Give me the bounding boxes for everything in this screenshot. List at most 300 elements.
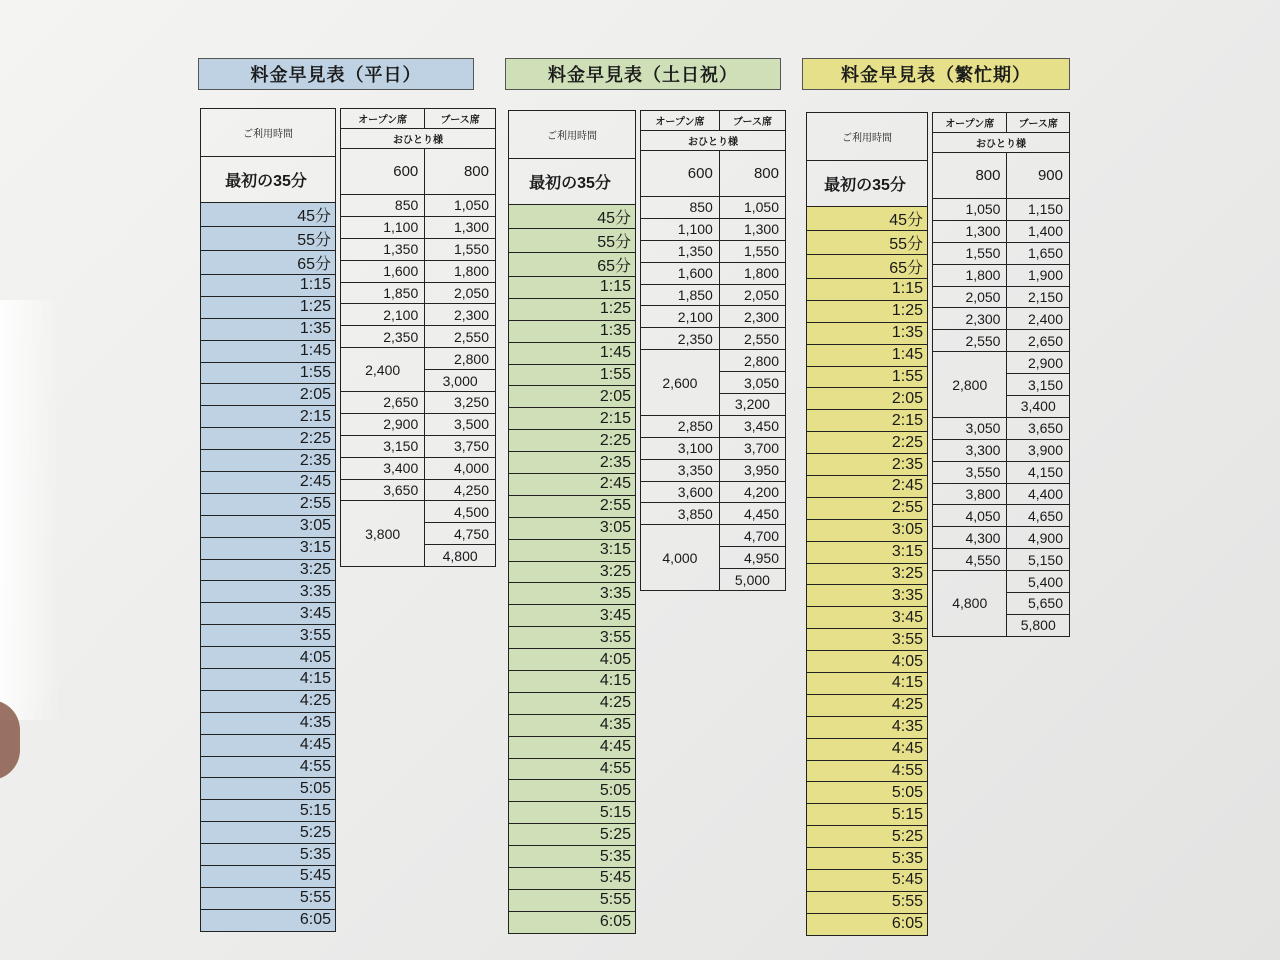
time-cell: 2:15: [509, 408, 636, 430]
table-row: [509, 495, 636, 517]
booth-seat-header: ブース席: [425, 109, 496, 129]
time-cell: 45分: [807, 207, 928, 231]
booth-price-cell: 1,650: [1007, 242, 1070, 264]
table-row: [201, 515, 336, 537]
time-cell: 3:55: [807, 629, 928, 651]
time-header: ご利用時間: [807, 113, 928, 161]
booth-price-cell: 4,700: [719, 525, 785, 547]
table-row: [509, 298, 636, 320]
table-row: [807, 541, 928, 563]
table-row: [341, 282, 496, 304]
booth-price-cell: 1,550: [425, 238, 496, 260]
table-row: [509, 561, 636, 583]
booth-price-cell: 3,400: [1007, 396, 1070, 418]
table-row: [509, 205, 636, 229]
table-row: [341, 304, 496, 326]
table-row: [201, 712, 336, 734]
booth-price-cell: 1,050: [425, 195, 496, 217]
table-row: [641, 350, 786, 372]
time-cell: 55分: [201, 227, 336, 251]
time-cell: 2:15: [807, 410, 928, 432]
time-cell: 4:45: [201, 734, 336, 756]
table-row: [509, 911, 636, 933]
time-cell: 1:55: [201, 362, 336, 384]
table-row: [641, 262, 786, 284]
table-row: [201, 669, 336, 691]
price-columns: [932, 112, 1070, 637]
time-cell: 1:45: [509, 342, 636, 364]
booth-price-cell: 3,700: [719, 437, 785, 459]
first-booth-price: 900: [1007, 153, 1070, 199]
table-row: [201, 428, 336, 450]
time-cell: 3:35: [509, 583, 636, 605]
table-row: [509, 539, 636, 561]
time-cell: 1:45: [807, 344, 928, 366]
table-row: [807, 563, 928, 585]
table-row: [807, 432, 928, 454]
open-price-cell: 2,600: [641, 350, 720, 416]
booth-price-cell: 3,750: [425, 435, 496, 457]
open-price-cell: 3,300: [933, 439, 1007, 461]
table-row: [201, 887, 336, 909]
table-row: [807, 738, 928, 760]
open-price-cell: 2,350: [341, 326, 425, 348]
table-row: [807, 826, 928, 848]
table-row: [509, 868, 636, 890]
table-row: [201, 822, 336, 844]
time-cell: 4:45: [807, 738, 928, 760]
booth-price-cell: 3,900: [1007, 439, 1070, 461]
booth-price-cell: 2,650: [1007, 330, 1070, 352]
table-row: [201, 251, 336, 275]
booth-price-cell: 4,950: [719, 547, 785, 569]
table-row: [509, 430, 636, 452]
booth-price-cell: 3,950: [719, 459, 785, 481]
time-cell: 3:15: [807, 541, 928, 563]
table-row: [509, 714, 636, 736]
booth-price-cell: 2,400: [1007, 308, 1070, 330]
time-cell: 3:45: [201, 603, 336, 625]
booth-price-cell: 1,550: [719, 240, 785, 262]
time-cell: 5:35: [509, 846, 636, 868]
table-row: [641, 240, 786, 262]
table-row: [641, 306, 786, 328]
open-price-cell: 2,100: [641, 306, 720, 328]
open-price-cell: 3,150: [341, 435, 425, 457]
table-row: [933, 330, 1070, 352]
time-cell: 1:35: [509, 320, 636, 342]
time-cell: 3:25: [201, 559, 336, 581]
table-row: [807, 300, 928, 322]
time-cell: 5:05: [807, 782, 928, 804]
time-cell: 3:25: [509, 561, 636, 583]
table-row: [641, 284, 786, 306]
first-open-price: 600: [641, 151, 720, 197]
table-row: [201, 559, 336, 581]
table-title: 料金早見表（平日）: [198, 58, 474, 90]
open-price-cell: 1,850: [341, 282, 425, 304]
price-columns: [640, 110, 786, 591]
open-price-cell: 3,350: [641, 459, 720, 481]
table-row: [341, 479, 496, 501]
table-row: [807, 255, 928, 279]
booth-price-cell: 2,300: [719, 306, 785, 328]
booth-price-cell: 3,500: [425, 413, 496, 435]
table-row: [341, 348, 496, 370]
table-row: [201, 778, 336, 800]
table-row: [509, 846, 636, 868]
table-row: [201, 318, 336, 340]
open-price-cell: 2,800: [933, 352, 1007, 418]
table-row: [807, 476, 928, 498]
table-row: [201, 690, 336, 712]
table-row: [201, 800, 336, 822]
time-cell: 4:35: [201, 712, 336, 734]
open-seat-header: オープン席: [933, 113, 1007, 133]
time-cell: 5:15: [509, 802, 636, 824]
table-row: [807, 848, 928, 870]
table-row: [807, 782, 928, 804]
time-cell: 55分: [509, 229, 636, 253]
time-cell: 3:35: [807, 585, 928, 607]
open-price-cell: 4,300: [933, 527, 1007, 549]
table-row: [807, 870, 928, 892]
booth-price-cell: 4,650: [1007, 505, 1070, 527]
open-price-cell: 4,800: [933, 571, 1007, 637]
open-price-cell: 1,800: [933, 264, 1007, 286]
table-title: 料金早見表（土日祝）: [505, 58, 781, 90]
booth-price-cell: 4,900: [1007, 527, 1070, 549]
time-cell: 6:05: [509, 911, 636, 933]
time-cell: 55分: [807, 231, 928, 255]
booth-price-cell: 3,200: [719, 394, 785, 416]
time-cell: 2:55: [509, 495, 636, 517]
time-cell: 1:25: [509, 298, 636, 320]
open-price-cell: 1,100: [341, 216, 425, 238]
time-cell: 4:25: [509, 692, 636, 714]
per-person-header: おひとり様: [641, 131, 786, 151]
time-cell: 2:45: [509, 474, 636, 496]
time-cell: 2:45: [201, 472, 336, 494]
table-row: [509, 758, 636, 780]
time-cell: 45分: [509, 205, 636, 229]
time-cell: 4:55: [201, 756, 336, 778]
table-row: [933, 461, 1070, 483]
time-cell: 4:15: [509, 671, 636, 693]
table-row: [201, 450, 336, 472]
table-row: [807, 344, 928, 366]
booth-price-cell: 2,050: [425, 282, 496, 304]
table-row: [509, 229, 636, 253]
open-price-cell: 1,350: [641, 240, 720, 262]
table-row: [807, 279, 928, 301]
table-row: [933, 571, 1070, 593]
booth-seat-header: ブース席: [1007, 113, 1070, 133]
time-cell: 1:15: [807, 279, 928, 301]
table-row: [933, 549, 1070, 571]
open-price-cell: 1,600: [641, 262, 720, 284]
booth-price-cell: 1,800: [425, 260, 496, 282]
booth-price-cell: 1,400: [1007, 220, 1070, 242]
table-row: [201, 581, 336, 603]
table-row: [201, 493, 336, 515]
table-row: [201, 384, 336, 406]
booth-price-cell: 4,400: [1007, 483, 1070, 505]
time-cell: 4:55: [807, 760, 928, 782]
booth-price-cell: 4,750: [425, 523, 496, 545]
time-cell: 5:45: [807, 870, 928, 892]
table-row: [341, 216, 496, 238]
table-row: [933, 242, 1070, 264]
table-row: [201, 866, 336, 888]
table-row: [341, 195, 496, 217]
table-row: [201, 227, 336, 251]
table-row: [509, 605, 636, 627]
table-row: [509, 627, 636, 649]
table-row: [201, 844, 336, 866]
time-cell: 2:55: [807, 497, 928, 519]
time-cell: 5:25: [509, 824, 636, 846]
time-cell: 3:15: [509, 539, 636, 561]
table-row: [509, 824, 636, 846]
time-cell: 1:35: [201, 318, 336, 340]
booth-price-cell: 2,050: [719, 284, 785, 306]
time-cell: 1:15: [201, 275, 336, 297]
time-cell: 5:55: [509, 889, 636, 911]
time-cell: 5:35: [807, 848, 928, 870]
booth-price-cell: 5,800: [1007, 614, 1070, 636]
time-cell: 5:05: [201, 778, 336, 800]
time-cell: 1:45: [201, 340, 336, 362]
table-row: [807, 207, 928, 231]
photo-glare: [0, 300, 60, 720]
first-label: 最初の35分: [201, 157, 336, 203]
table-row: [933, 505, 1070, 527]
time-cell: 4:15: [807, 673, 928, 695]
time-cell: 5:45: [201, 866, 336, 888]
time-cell: 5:35: [201, 844, 336, 866]
booth-price-cell: 5,400: [1007, 571, 1070, 593]
table-title: 料金早見表（繁忙期）: [802, 58, 1070, 90]
table-row: [641, 437, 786, 459]
table-row: [341, 260, 496, 282]
time-cell: 1:25: [807, 300, 928, 322]
booth-price-cell: 3,150: [1007, 374, 1070, 396]
open-price-cell: 4,050: [933, 505, 1007, 527]
booth-price-cell: 1,300: [719, 218, 785, 240]
table-row: [509, 671, 636, 693]
open-price-cell: 2,550: [933, 330, 1007, 352]
table-row: [509, 736, 636, 758]
booth-price-cell: 5,000: [719, 569, 785, 591]
time-cell: 2:25: [201, 428, 336, 450]
time-cell: 1:55: [807, 366, 928, 388]
table-row: [509, 649, 636, 671]
booth-seat-header: ブース席: [719, 111, 785, 131]
time-header: ご利用時間: [509, 111, 636, 159]
time-cell: 4:45: [509, 736, 636, 758]
table-row: [201, 603, 336, 625]
table-row: [807, 694, 928, 716]
table-row: [509, 452, 636, 474]
first-label: 最初の35分: [807, 161, 928, 207]
first-booth-price: 800: [425, 149, 496, 195]
open-price-cell: 2,900: [341, 413, 425, 435]
booth-price-cell: 3,650: [1007, 417, 1070, 439]
booth-price-cell: 2,550: [719, 328, 785, 350]
table-row: [641, 415, 786, 437]
table-row: [201, 909, 336, 931]
booth-price-cell: 4,500: [425, 501, 496, 523]
time-cell: 6:05: [201, 909, 336, 931]
time-cell: 1:15: [509, 277, 636, 299]
time-cell: 3:35: [201, 581, 336, 603]
table-row: [509, 253, 636, 277]
time-cell: 3:05: [509, 517, 636, 539]
table-row: [201, 296, 336, 318]
table-row: [807, 607, 928, 629]
table-row: [341, 238, 496, 260]
open-price-cell: 1,600: [341, 260, 425, 282]
time-cell: 4:05: [807, 651, 928, 673]
open-price-cell: 4,550: [933, 549, 1007, 571]
table-row: [807, 716, 928, 738]
table-row: [341, 457, 496, 479]
table-row: [807, 454, 928, 476]
open-price-cell: 4,000: [641, 525, 720, 591]
price-columns: [340, 108, 496, 567]
booth-price-cell: 3,000: [425, 370, 496, 392]
time-cell: 45分: [201, 203, 336, 227]
open-price-cell: 1,850: [641, 284, 720, 306]
table-row: [341, 326, 496, 348]
table-row: [201, 203, 336, 227]
open-price-cell: 2,350: [641, 328, 720, 350]
table-row: [509, 583, 636, 605]
open-price-cell: 1,050: [933, 199, 1007, 221]
time-cell: 4:05: [201, 647, 336, 669]
time-cell: 1:35: [807, 322, 928, 344]
booth-price-cell: 3,450: [719, 415, 785, 437]
table-row: [807, 322, 928, 344]
time-cell: 3:45: [807, 607, 928, 629]
table-row: [509, 889, 636, 911]
time-cell: 5:55: [201, 887, 336, 909]
time-column: [806, 112, 928, 936]
time-cell: 2:35: [807, 454, 928, 476]
table-row: [341, 435, 496, 457]
table-row: [641, 481, 786, 503]
booth-price-cell: 5,650: [1007, 593, 1070, 615]
table-row: [509, 320, 636, 342]
time-cell: 4:05: [509, 649, 636, 671]
table-row: [933, 199, 1070, 221]
booth-price-cell: 4,150: [1007, 461, 1070, 483]
time-cell: 5:15: [201, 800, 336, 822]
table-row: [933, 439, 1070, 461]
time-cell: 2:05: [509, 386, 636, 408]
time-cell: 6:05: [807, 913, 928, 935]
table-row: [201, 472, 336, 494]
table-row: [641, 328, 786, 350]
time-cell: 65分: [201, 251, 336, 275]
table-row: [807, 760, 928, 782]
time-cell: 4:35: [807, 716, 928, 738]
table-row: [807, 629, 928, 651]
time-column: [200, 108, 336, 932]
table-row: [933, 220, 1070, 242]
open-price-cell: 1,550: [933, 242, 1007, 264]
table-row: [933, 417, 1070, 439]
time-cell: 2:45: [807, 476, 928, 498]
table-row: [201, 362, 336, 384]
open-price-cell: 850: [641, 197, 720, 219]
time-cell: 5:05: [509, 780, 636, 802]
table-row: [509, 692, 636, 714]
open-price-cell: 3,400: [341, 457, 425, 479]
open-price-cell: 3,100: [641, 437, 720, 459]
time-cell: 1:55: [509, 364, 636, 386]
booth-price-cell: 4,000: [425, 457, 496, 479]
table-row: [807, 388, 928, 410]
open-price-cell: 3,650: [341, 479, 425, 501]
first-label: 最初の35分: [509, 159, 636, 205]
booth-price-cell: 1,150: [1007, 199, 1070, 221]
table-row: [807, 366, 928, 388]
booth-price-cell: 5,150: [1007, 549, 1070, 571]
open-price-cell: 850: [341, 195, 425, 217]
table-row: [201, 625, 336, 647]
open-price-cell: 1,100: [641, 218, 720, 240]
booth-price-cell: 1,300: [425, 216, 496, 238]
time-cell: 65分: [509, 253, 636, 277]
table-row: [807, 585, 928, 607]
table-row: [341, 392, 496, 414]
table-row: [807, 673, 928, 695]
time-cell: 2:05: [201, 384, 336, 406]
time-cell: 4:25: [807, 694, 928, 716]
booth-price-cell: 2,150: [1007, 286, 1070, 308]
booth-price-cell: 2,300: [425, 304, 496, 326]
table-row: [807, 497, 928, 519]
table-row: [509, 364, 636, 386]
booth-price-cell: 2,900: [1007, 352, 1070, 374]
first-open-price: 600: [341, 149, 425, 195]
table-row: [933, 352, 1070, 374]
open-price-cell: 2,650: [341, 392, 425, 414]
first-booth-price: 800: [719, 151, 785, 197]
time-cell: 2:05: [807, 388, 928, 410]
open-price-cell: 1,350: [341, 238, 425, 260]
table-row: [201, 756, 336, 778]
table-row: [201, 275, 336, 297]
time-cell: 3:45: [509, 605, 636, 627]
open-price-cell: 2,400: [341, 348, 425, 392]
booth-price-cell: 4,200: [719, 481, 785, 503]
time-cell: 3:15: [201, 537, 336, 559]
time-cell: 5:15: [807, 804, 928, 826]
booth-price-cell: 3,250: [425, 392, 496, 414]
time-cell: 65分: [807, 255, 928, 279]
table-row: [641, 218, 786, 240]
time-cell: 2:35: [201, 450, 336, 472]
table-row: [341, 501, 496, 523]
time-cell: 4:25: [201, 690, 336, 712]
booth-price-cell: 1,800: [719, 262, 785, 284]
table-row: [807, 804, 928, 826]
time-cell: 4:55: [509, 758, 636, 780]
open-price-cell: 3,600: [641, 481, 720, 503]
